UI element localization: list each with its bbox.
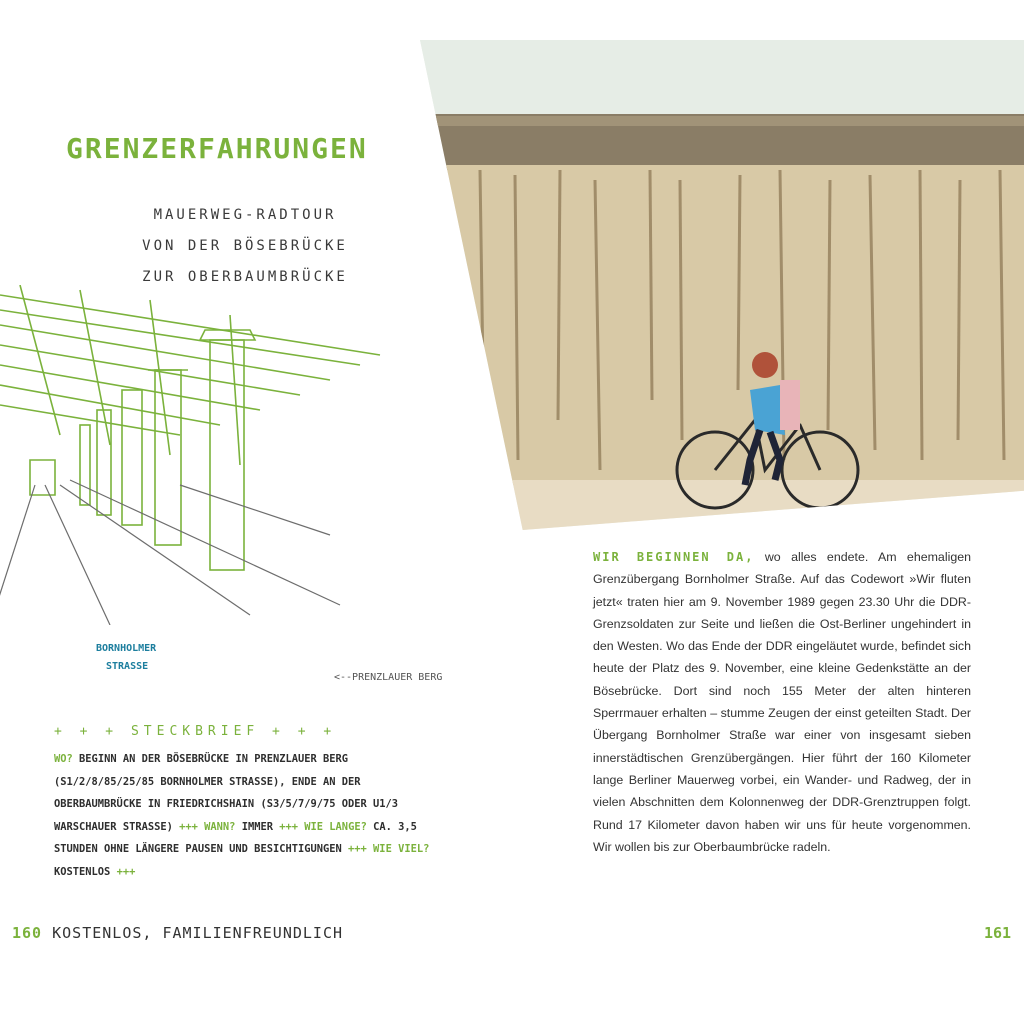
viel-text: KOSTENLOS — [54, 865, 111, 878]
footer-left — [12, 924, 343, 942]
page-number-right: 161 — [984, 924, 1012, 942]
subtitle-line: MAUERWEG-RADTOUR — [153, 207, 337, 223]
page-title: GRENZERFAHRUNGEN — [66, 132, 368, 165]
station-label-line2: STRASSE — [106, 661, 149, 672]
lange-label: +++ WIE LANGE? — [279, 820, 367, 833]
station-sketch — [0, 285, 400, 625]
steckbrief-heading: + + + STECKBRIEF + + + — [54, 724, 337, 739]
article-text — [593, 546, 971, 858]
wann-label: +++ WANN? — [179, 820, 236, 833]
subtitle-line: VON DER BÖSEBRÜCKE — [142, 238, 348, 254]
direction-label: <--PRENZLAUER BERG — [334, 672, 443, 683]
article-body: wo alles endete. Am ehemaligen Grenzübergang Bornholmer Straße. Auf das Codewort »Wir fluten jetzt« traten hier am 9. November 1989 gegen 23.30 Uhr die DDR-Grenzsoldaten zur Seite und ließen die Ost-Berliner ungehindert in den Westen. Wo das Ende der DDR eingeläutet wurde, befindet sich heute der Platz des 9. November, eine kleine Gedenkstätte an der Bösebrücke. Dort sind noch 155 Meter der alten hinteren Sperrmauer erhalten – stumme Zeugen der einst geteilten Stadt. Der Übergang Bornholmer Straße war einer von insgesamt sieben innerstädtischen Grenzübergängen. Hier führt der 160 Kilometer lange Berliner Mauerweg vorbei, ein Wander- und Radweg, der in vielen Abschnitten dem Kolonnenweg der DDR-Grenztruppen folgt. Rund 17 Kilometer davon haben wir uns für heute vorgenommen. Wir wollen bis zur Oberbaumbrücke radeln. — [593, 550, 971, 854]
end-marks: +++ — [116, 865, 136, 878]
page-number-left: 160 — [12, 924, 43, 942]
wo-text: BEGINN AN DER BÖSEBRÜCKE IN PRENZLAUER BERG (S1/2/8/85/25/85 BORNHOLMER STRASSE), ENDE AN DER OBERBAUMBRÜCKE IN FRIEDRICHSHAIN (S3/5/7/9/75 ODER U1/3 WARSCHAUER STRASSE) — [54, 753, 399, 833]
viel-label: +++ WIE VIEL? — [348, 843, 430, 855]
station-label-line1: BORNHOLMER — [96, 643, 157, 654]
steckbrief-body — [54, 748, 434, 883]
article-lead: WIR BEGINNEN DA, — [593, 550, 755, 564]
lange-text: CA. 3,5 STUNDEN OHNE LÄNGERE PAUSEN UND BESICHTIGUNGEN — [54, 820, 417, 855]
subtitle-line: ZUR OBERBAUMBRÜCKE — [142, 269, 348, 285]
subtitle — [120, 200, 370, 293]
footer-tags: KOSTENLOS, FAMILIENFREUNDLICH — [52, 924, 344, 942]
station-label — [96, 640, 156, 676]
wo-label: WO? — [54, 753, 73, 765]
berlin-wall-photo — [420, 40, 1024, 530]
wann-text: IMMER — [241, 820, 273, 833]
